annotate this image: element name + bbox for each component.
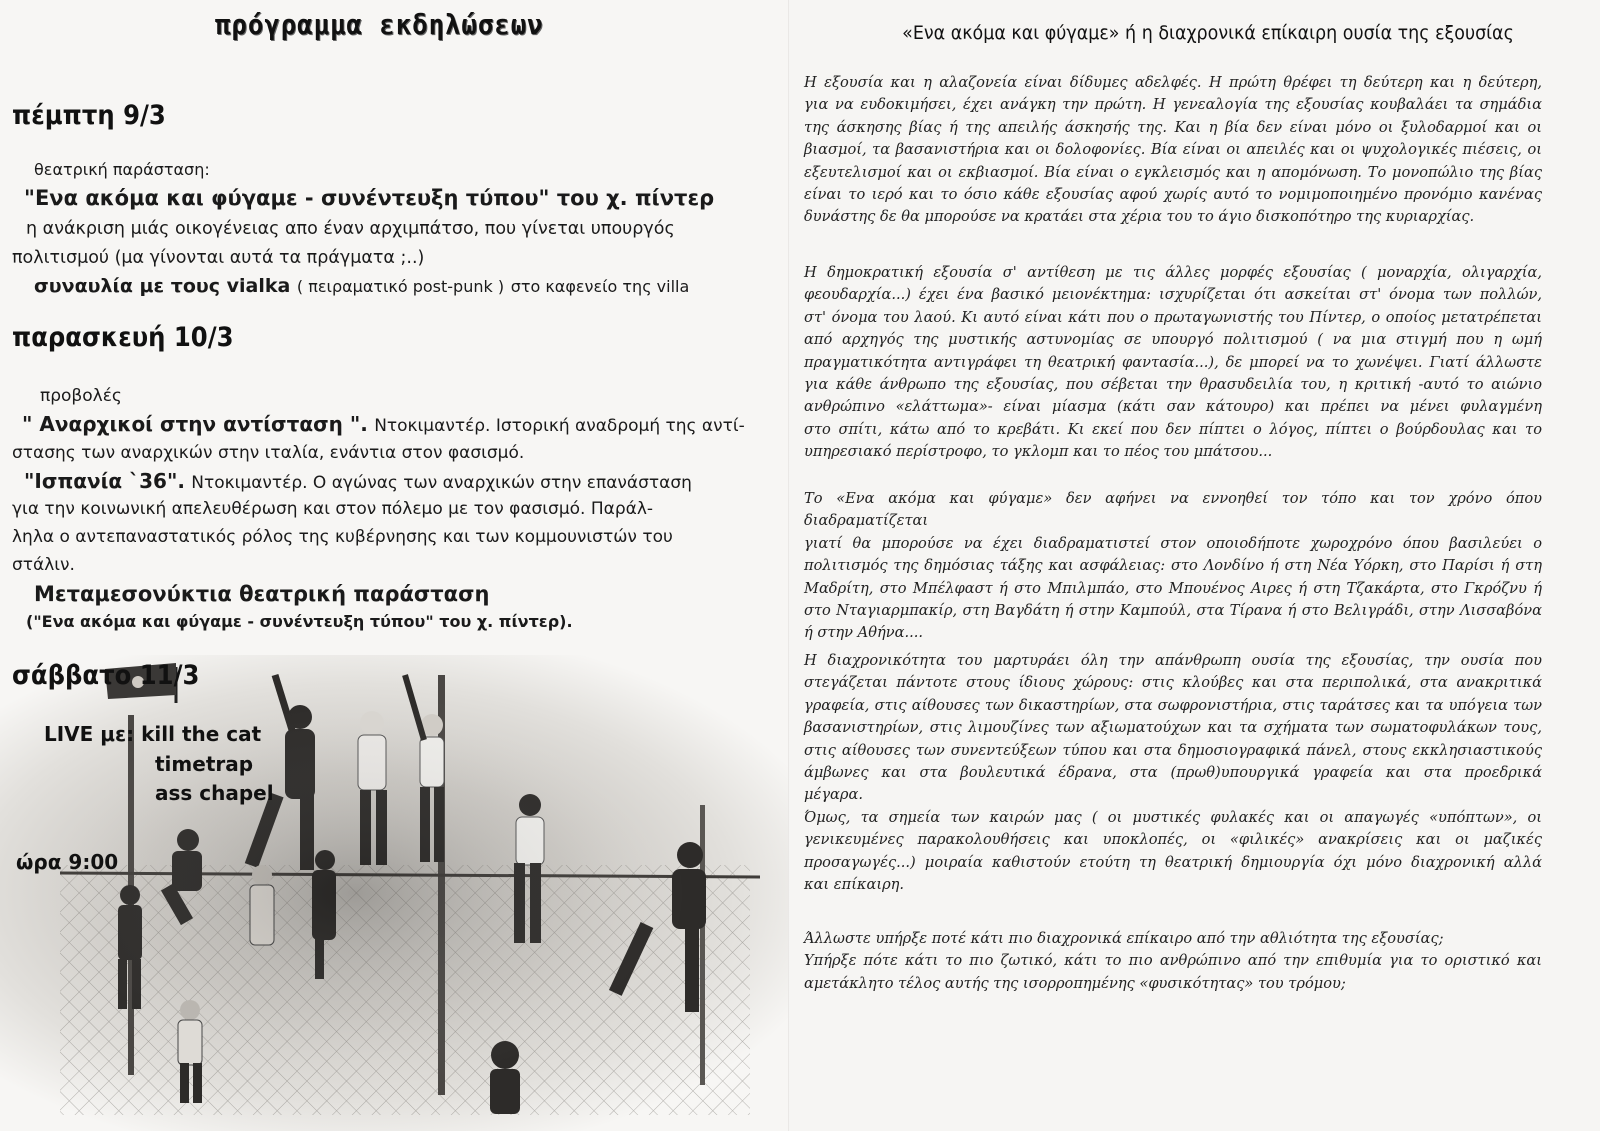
text-line: υπηρεσιακό περίστροφο, το γκλομπ και το πέος του μπάτσου... <box>804 443 1273 461</box>
program-page <box>0 0 790 1131</box>
text-line: Η διαχρονικότητα του μαρτυράει όλη την απάνθρωπη ουσία της εξουσίας, την ουσία που <box>804 652 1542 669</box>
program-title: πρόγραμμα εκδηλώσεων <box>215 8 544 41</box>
text-line: είναι το ιερό και το όσιο κάθε εξουσίας αφού χωρίς αυτό το νομιμοποιημένο προνόμιο κανένας <box>804 186 1542 204</box>
text-line: στις αίθουσες των συνεντεύξεων τύπου και στα δημοσιογραφικά πάνελ, στους εκκλησιαστικούς <box>804 741 1542 759</box>
film-2-desc-2: για την κοινωνική απελευθέρωση και στον πόλεμο με τον φασισμό. Παράλ- <box>12 499 654 519</box>
text-line: προσαγωγές...) μοιραία καθιστούν ετούτη τη θεατρική δημιουργία όχι μόνο διαχρονική αλλά <box>804 853 1542 871</box>
text-line: στ' όνομα του λαού. Κι αυτό είναι κάτι που ο πρωταγωνιστής του Πίντερ, ο οποίος μετατρέπεται <box>804 308 1542 326</box>
text-line: βιασμοί, τα βασανιστήρια και οι δολοφονίες. Βία είναι οι απειλές και οι ψυχολογικές πιέσεις, οι <box>804 141 1542 159</box>
text-line: για να ευδοκιμήσει, έχει ανάγκη την πρώτη. Η γενεαλογία της εξουσίας κουβαλάει τα σημάδια <box>804 96 1542 114</box>
text-line: στο σπίτι, κάτω από το κρεβάτι. Κι εκεί που δεν πίπτει ο λόγος, πίπτει ο βούρδουλας και το <box>804 420 1542 438</box>
text-line: Μαδρίτη, στο Μπέλφαστ ή στο Μπιλμπάο, στο Μπουένος Αιρες ή στη Τζακάρτα, στο Γκρόζνυ ή <box>804 579 1542 597</box>
text-line: Η εξουσία και η αλαζονεία είναι δίδυμες αδελφές. Η πρώτη θρέφει τη δεύτερη και η δεύτερη, <box>804 74 1542 91</box>
film-1-title: " Αναρχικοί στην αντίσταση ". <box>22 412 368 436</box>
film-2-desc-1: Ντοκιμαντέρ. Ο αγώνας των αναρχικών στην επανάσταση <box>191 473 692 493</box>
text-line: εξευτελισμοί και οι εκβιασμοί. Βία είναι ο εγκλεισμός και η απομόνωση. Το μονοπώλιο της βίας <box>804 163 1542 181</box>
saturday-live-line <box>44 722 261 746</box>
saturday-time: ώρα 9:00 <box>16 850 119 874</box>
text-line: πολιτισμός της δημόσιας τάξης και ασφάλειας: στο Λονδίνο ή στη Νέα Υόρκη, στο Παρίσι ή στη <box>804 557 1542 575</box>
text-line: φεουδαρχία...) έχει ένα βασικό μειονέκτημα: ισχυρίζεται ότι ασκείται στ' όνομα των πολλών, <box>804 286 1542 304</box>
article-title: «Ενα ακόμα και φύγαμε» ή η διαχρονικά επίκαιρη ουσία της εξουσίας <box>902 22 1514 44</box>
band-3: ass chapel <box>155 781 274 805</box>
text-line: γενικευμένες παρακολουθήσεις και υποκλοπές, οι «φιλικές» ανακρίσεις και οι μαζικές <box>804 831 1542 849</box>
film-2-desc-3: ληλα ο αντεπαναστατικός ρόλος της κυβέρνησης και των κομμουνιστών του <box>12 527 673 547</box>
thursday-play-title: "Ενα ακόμα και φύγαμε - συνέντευξη τύπου" του χ. πίντερ <box>24 186 715 210</box>
concert-place: στο καφενείο της villa <box>510 277 690 296</box>
thursday-desc-line-1: η ανάκριση μιάς οικογένειας απο έναν αρχιμπάτσο, που γίνεται υπουργός <box>26 219 675 239</box>
film-2-title: "Ισπανία `36". <box>24 469 185 493</box>
article-page <box>790 0 1600 1131</box>
text-line: της άσκησης βίας ή της απειλής άσκησής της. Και η βία δεν είναι μόνο οι ξυλοδαρμοί και οι <box>804 118 1542 136</box>
friday-midnight-play: Μεταμεσονύκτια θεατρική παράσταση <box>34 582 490 606</box>
thursday-desc-line-2: πολιτισμού (μα γίνονται αυτά τα πράγματα ;..) <box>12 248 425 268</box>
article-paragraph-5 <box>804 928 1542 995</box>
text-line: Η δημοκρατική εξουσία σ' αντίθεση με τις άλλες μορφές εξουσίας ( μοναρχία, ολιγαρχία, <box>804 264 1542 281</box>
text-line: γιατί θα μπορούσε να έχει διαδραματιστεί στον οποιοδήποτε χωροχρόνο όπου βασιλεύει ο <box>804 534 1542 552</box>
live-label: LIVE με: <box>44 722 135 746</box>
thursday-concert <box>34 275 689 297</box>
text-line: Όμως, τα σημεία των καιρών μας ( οι μυστικές φυλακές και οι απαγωγές «υπόπτων», οι <box>804 808 1542 826</box>
text-line: ανθρώπινο «ελάττωμα»- είναι μίασμα (κάτι σαν κάτουρο) και πρέπει να μένει φυλαγμένη <box>804 398 1542 416</box>
text-line: για κάθε άνθρωπο της εξουσίας, που σέβεται την θρασυδειλία του, η κριτική -αυτό το αιώνιο <box>804 376 1542 394</box>
text-line: αμετάκλητο τέλος αυτής της ισορροπημένης «φυσικότητας» του τρόμου; <box>804 974 1346 992</box>
text-line: Το «Ενα ακόμα και φύγαμε» δεν αφήνει να εννοηθεί τον τόπο και τον χρόνο όπου διαδραματίζεται <box>804 490 1542 530</box>
text-line: γραφεία, στις αίθουσες των δικαστηρίων, στα σωφρονιστήρια, στις ταράτσες και τα υπόγεια των <box>804 696 1542 714</box>
text-line: βασανιστηρίων, στις λιμουζίνες των αξιωματούχων και τα σχήματα των σωματοφυλάκων τους, <box>804 719 1542 737</box>
article-paragraph-2 <box>804 262 1542 464</box>
article-paragraph-1 <box>804 72 1542 229</box>
article-paragraph-3 <box>804 488 1542 645</box>
article-paragraph-4 <box>804 650 1542 896</box>
day-saturday-heading: σάββατο 11/3 <box>12 660 200 691</box>
friday-film-1 <box>22 412 745 436</box>
day-friday-heading: παρασκευή 10/3 <box>12 322 234 353</box>
film-1-desc-2: στασης των αναρχικών στην ιταλία, ενάντια στον φασισμό. <box>12 443 525 463</box>
text-line: στεγάζεται πάντοτε στους ίδιους χώρους: στις κλούβες και στα περιπολικά, στα ανακριτικά <box>804 674 1542 692</box>
text-line: και επίκαιρη. <box>804 876 905 894</box>
concert-title: συναυλία με τους vialka <box>34 275 291 297</box>
friday-film-2 <box>24 469 692 493</box>
band-1: kill the cat <box>141 722 262 746</box>
concert-genre: ( πειραματικό post-punk ) <box>296 277 505 296</box>
thursday-label: θεατρική παράσταση: <box>34 160 210 179</box>
day-thursday-heading: πέμπτη 9/3 <box>12 100 166 131</box>
film-1-desc-1: Ντοκιμαντέρ. Ιστορική αναδρομή της αντί- <box>374 416 745 436</box>
text-line: μέγαρα. <box>804 786 863 804</box>
text-line: στο Νταγιαρμπακίρ, στη Βαγδάτη ή στην Καμπούλ, στα Τίρανα ή στο Βελιγράδι, στην Λισσαβόνα <box>804 602 1542 620</box>
text-line: Άλλωστε υπήρξε ποτέ κάτι πιο διαχρονικά επίκαιρο από την αθλιότητα της εξουσίας; <box>804 930 1444 947</box>
text-line: από αρχηγός της μυστικής αστυνομίας σε υπουργό πολιτισμού ( να μια στιγμή που η ωμή <box>804 331 1542 349</box>
text-line: Υπήρξε πότε κάτι το πιο ζωτικό, κάτι το πιο ανθρώπινο από την επιθυμία για το οριστικό και <box>804 952 1542 970</box>
text-line: άμβωνες και στα βουλευτικά έδρανα, στα (πρωθ)υπουργικά γραφεία και στα προεδρικά <box>804 764 1542 782</box>
text-line: δυνάστης δε θα μπορούσε να κρατάει στα χέρια του το άγιο δισκοπότηρο της κυριαρχίας. <box>804 208 1475 226</box>
text-line: πραγματικότητα αντιγράφει τη θεατρική φαντασία...), δε μπορεί να το χωνέψει. Γιατί άλλωστε <box>804 353 1542 371</box>
friday-label: προβολές <box>40 386 122 406</box>
text-line: ή στην Αθήνα.... <box>804 624 924 642</box>
band-2: timetrap <box>155 752 254 776</box>
friday-midnight-note: ("Ενα ακόμα και φύγαμε - συνέντευξη τύπου" του χ. πίντερ). <box>26 612 573 631</box>
film-2-desc-4: στάλιν. <box>12 555 75 575</box>
